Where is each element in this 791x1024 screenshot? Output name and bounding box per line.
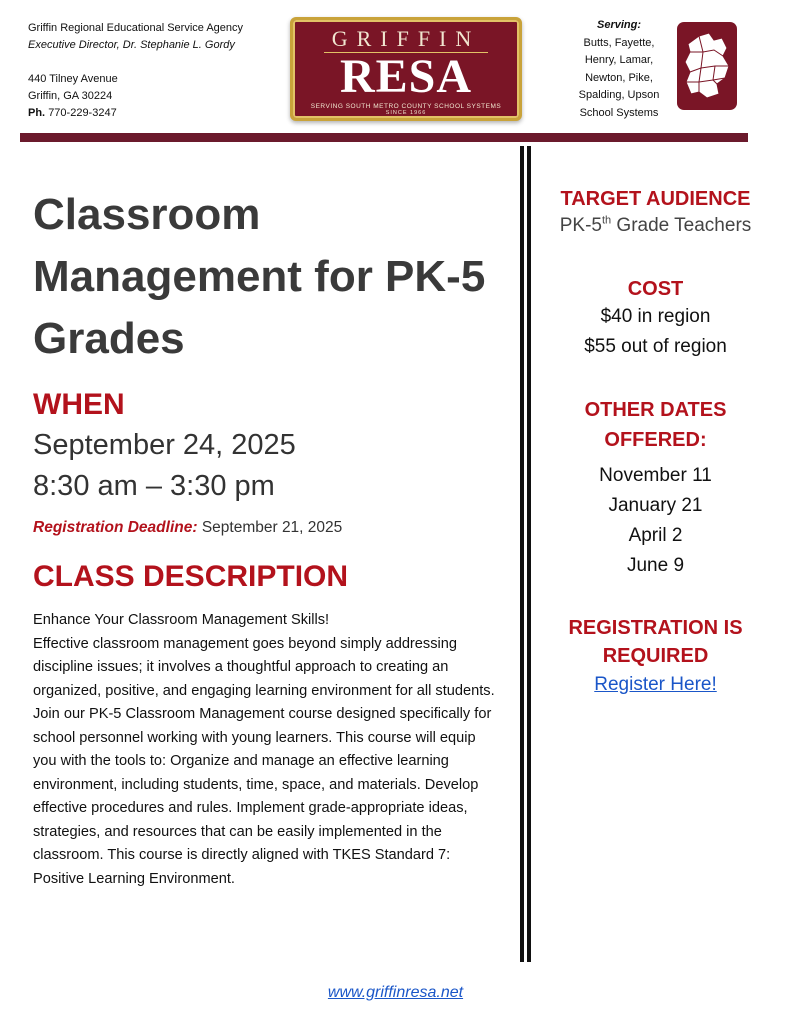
course-title: Classroom Management for PK-5 Grades xyxy=(33,190,486,363)
registration-required-heading-2: REQUIRED xyxy=(602,645,709,667)
cost-heading: COST xyxy=(627,278,684,300)
other-date-item: January 21 xyxy=(608,495,703,516)
executive-director: Executive Director, Dr. Stephanie L. Gordy xyxy=(28,39,235,51)
address-line-2: Griffin, GA 30224 xyxy=(28,90,113,102)
address-line-1: 440 Tilney Avenue xyxy=(28,73,118,85)
serving-block xyxy=(565,17,673,122)
header-divider-bar xyxy=(20,133,748,142)
agency-name: Griffin Regional Educational Service Agency xyxy=(28,22,244,34)
description-intro: Enhance Your Classroom Management Skills! xyxy=(33,612,330,628)
logo-top-text: GRIFFIN xyxy=(324,26,489,53)
other-date-item: June 9 xyxy=(626,555,685,576)
griffin-resa-logo xyxy=(290,17,522,121)
class-description-heading: CLASS DESCRIPTION xyxy=(33,560,349,593)
logo-since: SINCE 1966 xyxy=(385,110,427,116)
target-audience-heading: TARGET AUDIENCE xyxy=(560,188,751,210)
course-date: September 24, 2025 xyxy=(33,429,296,461)
other-dates-heading: OTHER DATES xyxy=(584,399,727,421)
class-description-text xyxy=(33,609,495,891)
target-audience-text xyxy=(538,215,773,237)
audience-prefix: PK-5 xyxy=(559,215,602,236)
other-date-item: April 2 xyxy=(628,525,683,546)
description-body: Effective classroom management goes beyond simply addressing discipline issues; it involves a thoughtful approach to creating an organized, positive, and engaging learning environment for all students. Join our PK-5 Classroom Management course designed specifically for school personnel working with young learners. This course will equip you with the tools to: Organize and manage an effective learning environment, including students, time, space, and materials. Develop effective procedures and rules. Implement grade-appropriate ideas, strategies, and resources that can be easily implemented in the classroom. This course is directly aligned with TKES Standard 7: Positive Learning Environment. xyxy=(33,635,495,887)
phone-label: Ph. xyxy=(28,107,46,119)
region-map-icon xyxy=(677,22,737,110)
logo-subtitle: SERVING SOUTH METRO COUNTY SCHOOL SYSTEMS xyxy=(310,103,502,110)
website-link[interactable]: www.griffinresa.net xyxy=(327,984,464,1001)
column-divider-line xyxy=(520,146,524,962)
cost-in-region: $40 in region xyxy=(600,306,711,327)
logo-main-text: RESA xyxy=(339,50,473,103)
serving-list: Butts, Fayette, Henry, Lamar, Newton, Pike, Spalding, Upson School Systems xyxy=(578,36,660,119)
phone-number: 770-229-3247 xyxy=(48,107,117,119)
registration-deadline-date: September 21, 2025 xyxy=(201,519,343,536)
audience-suffix: Grade Teachers xyxy=(611,215,752,236)
audience-superscript: th xyxy=(601,214,612,227)
county-map-icon xyxy=(677,22,737,110)
course-time: 8:30 am – 3:30 pm xyxy=(33,470,275,502)
other-dates-list xyxy=(538,461,773,581)
serving-label: Serving: xyxy=(596,19,641,31)
other-date-item: November 11 xyxy=(599,465,712,486)
registration-deadline xyxy=(33,519,342,537)
registration-deadline-label: Registration Deadline: xyxy=(33,519,198,536)
column-divider-line xyxy=(527,146,531,962)
agency-info xyxy=(28,20,243,122)
phone-line xyxy=(28,105,243,122)
cost-out-of-region: $55 out of region xyxy=(584,336,727,357)
register-here-link[interactable]: Register Here! xyxy=(594,674,717,695)
other-dates-heading-2: OFFERED: xyxy=(604,429,707,451)
registration-required-heading: REGISTRATION IS xyxy=(568,617,743,639)
when-heading: WHEN xyxy=(33,388,125,421)
